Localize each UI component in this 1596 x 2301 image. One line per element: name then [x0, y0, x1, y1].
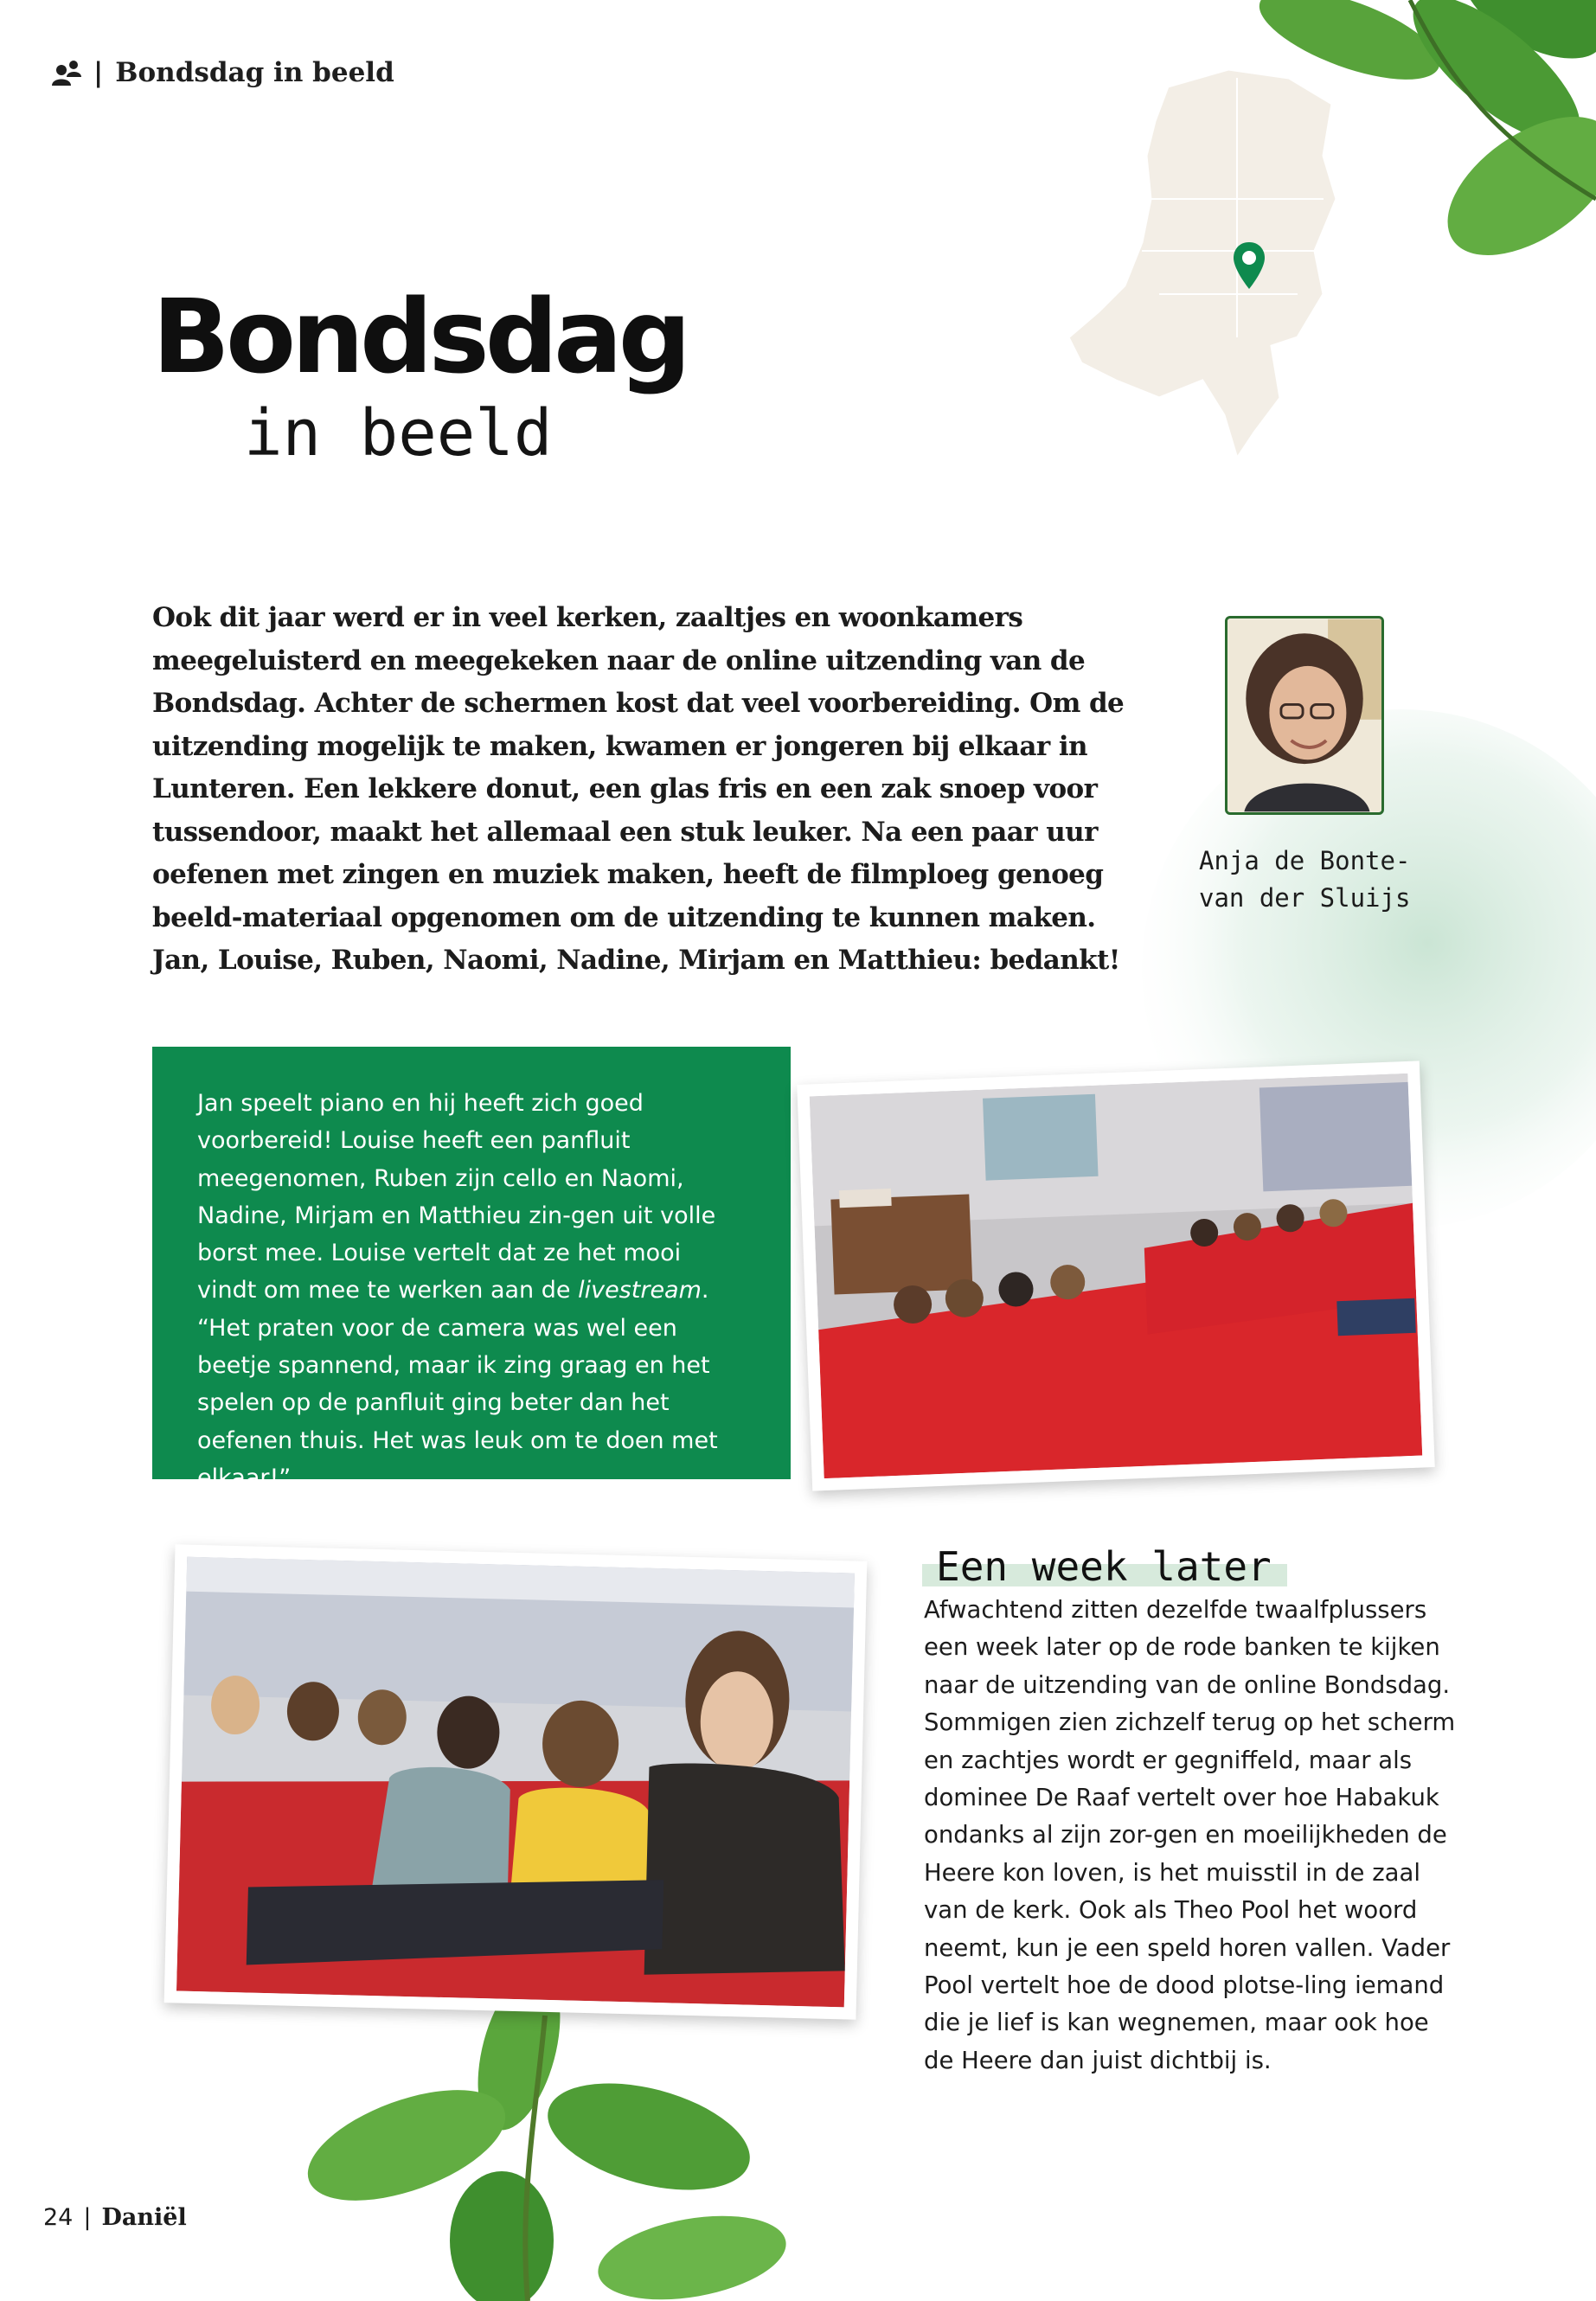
leaves-bottom-decoration: [285, 1981, 804, 2301]
livestream-emphasis: livestream: [578, 1277, 702, 1304]
page-title: Bondsdag: [152, 277, 688, 396]
section-tag: [52, 57, 394, 88]
week-later-heading-text: Een week later: [936, 1543, 1272, 1590]
photo-rehearsal-room: [797, 1061, 1435, 1490]
page-footer: [43, 2204, 187, 2231]
author-photo: [1227, 619, 1381, 812]
rehearsal-photo: [810, 1074, 1422, 1478]
author-name-line2: van der Sluijs: [1199, 883, 1411, 913]
author-portrait: [1225, 616, 1384, 815]
section-tag-separator: |: [93, 57, 104, 88]
section-tag-label: Bondsdag in beeld: [115, 57, 394, 88]
photo-audience: [164, 1544, 868, 2019]
quote-box: [152, 1047, 791, 1491]
page-subtitle: in beeld: [244, 396, 553, 471]
intro-paragraph: Ook dit jaar werd er in veel kerken, zaaltjes en woonkamers meegeluisterd en meegekeken naar de online uitzending van de Bondsdag. Achter de schermen kost dat veel voorbereiding. Om de uitzending mogelijk te maken, kwamen er jongeren bij elkaar in Lunteren. Een lekkere donut, een glas fris en een zak snoep voor tussendoor, maakt het allemaal een stuk leuker. Na een paar uur oefenen met zingen en muziek maken, heeft de filmploeg genoeg beeld-materiaal opgenomen om de uitzending te kunnen maken. Jan, Louise, Ruben, Naomi, Nadine, Mirjam en Matthieu: bedankt!: [152, 602, 1125, 976]
page-number: 24: [43, 2204, 74, 2231]
footer-separator: |: [83, 2204, 92, 2231]
magazine-name: Daniël: [101, 2204, 187, 2231]
audience-photo: [176, 1557, 855, 2008]
week-later-heading: [922, 1543, 1287, 1590]
author-name-line1: Anja de Bonte-: [1199, 846, 1411, 875]
quote-box-text: Jan speelt piano en hij heeft zich goed voorbereid! Louise heeft een panfluit meegenomen, Ruben zijn cello en Naomi, Nadine, Mirjam en Matthieu zin-gen uit volle borst mee. Louise vertelt dat ze het mooi vindt om mee te werken aan de livestream. “Het praten voor de camera was wel een beetje spannend, maar ik zing graag en het spelen op de panfluit ging beter dan het oefenen thuis. Het was leuk om te doen met elkaar!”: [197, 1090, 718, 1491]
author-name: [1199, 843, 1410, 917]
leaves-top-decoration: [1211, 0, 1596, 277]
week-later-body: Afwachtend zitten dezelfde twaalfplussers een week later op de rode banken te kijken naar de uitzending van de online Bondsdag. Sommigen zien zichzelf terug op het scherm en zachtjes wordt er gegniffeld, maar als dominee De Raaf vertelt over hoe Habakuk ondanks al zijn zor-gen en moeilijkheden de Heere kon loven, is het muisstil in de zaal van de kerk. Ook als Theo Pool het woord neemt, kun je een speld horen vallen. Vader Pool vertelt hoe de dood plotse-ling iemand die je lief is kan wegnemen, maar ook hoe de Heere dan juist dichtbij is.: [924, 1596, 1456, 2074]
people-icon: [52, 58, 81, 87]
